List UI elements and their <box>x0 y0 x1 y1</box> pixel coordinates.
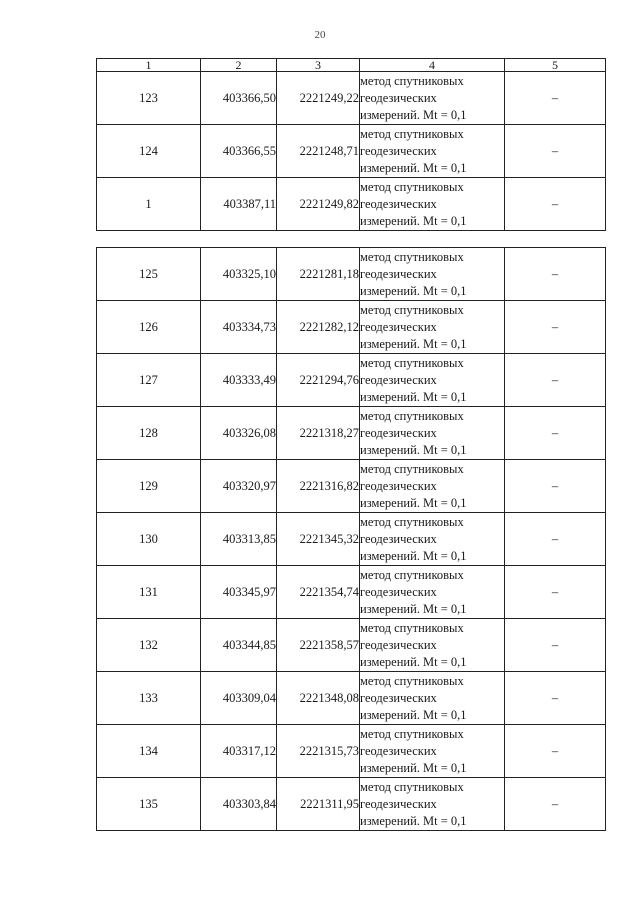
method-cell <box>360 672 505 725</box>
method-text-line: метод спутниковых <box>360 408 464 423</box>
method-cell <box>360 566 505 619</box>
method-cell <box>360 178 505 231</box>
coordinates-table <box>96 58 606 831</box>
method-text-line: геодезических <box>360 584 437 599</box>
column5-cell: – <box>505 725 606 778</box>
method-cell <box>360 354 505 407</box>
table-row <box>97 725 606 778</box>
y-coordinate-cell: 2221345,32 <box>277 513 360 566</box>
column5-cell: – <box>505 72 606 125</box>
method-text-line: измерений. Mt = 0,1 <box>360 107 467 122</box>
method-text-line: геодезических <box>360 372 437 387</box>
method-text-line: метод спутниковых <box>360 73 464 88</box>
method-text-line: измерений. Mt = 0,1 <box>360 160 467 175</box>
column5-cell: – <box>505 566 606 619</box>
method-text-line: метод спутниковых <box>360 514 464 529</box>
x-coordinate-cell: 403345,97 <box>201 566 277 619</box>
x-coordinate-cell: 403317,12 <box>201 725 277 778</box>
point-number-cell: 1 <box>97 178 201 231</box>
column-header: 1 <box>97 59 201 72</box>
table-row <box>97 778 606 831</box>
x-coordinate-cell: 403325,10 <box>201 248 277 301</box>
table-row <box>97 72 606 125</box>
method-text-line: геодезических <box>360 478 437 493</box>
method-text-line: геодезических <box>360 143 437 158</box>
point-number-cell: 123 <box>97 72 201 125</box>
section-gap-row <box>97 231 606 248</box>
method-text-line: геодезических <box>360 690 437 705</box>
method-cell <box>360 619 505 672</box>
column-header: 2 <box>201 59 277 72</box>
method-text-line: измерений. Mt = 0,1 <box>360 336 467 351</box>
x-coordinate-cell: 403334,73 <box>201 301 277 354</box>
method-cell <box>360 301 505 354</box>
method-text-line: метод спутниковых <box>360 302 464 317</box>
method-text-line: метод спутниковых <box>360 620 464 635</box>
table-row <box>97 672 606 725</box>
y-coordinate-cell: 2221348,08 <box>277 672 360 725</box>
method-cell <box>360 460 505 513</box>
method-cell <box>360 72 505 125</box>
point-number-cell: 126 <box>97 301 201 354</box>
method-text-line: метод спутниковых <box>360 461 464 476</box>
column5-cell: – <box>505 460 606 513</box>
x-coordinate-cell: 403326,08 <box>201 407 277 460</box>
y-coordinate-cell: 2221282,12 <box>277 301 360 354</box>
point-number-cell: 134 <box>97 725 201 778</box>
method-text-line: геодезических <box>360 743 437 758</box>
x-coordinate-cell: 403366,50 <box>201 72 277 125</box>
method-text-line: измерений. Mt = 0,1 <box>360 213 467 228</box>
method-cell <box>360 407 505 460</box>
column-header: 3 <box>277 59 360 72</box>
y-coordinate-cell: 2221294,76 <box>277 354 360 407</box>
column5-cell: – <box>505 248 606 301</box>
column5-cell: – <box>505 301 606 354</box>
table-row <box>97 460 606 513</box>
table-row <box>97 301 606 354</box>
x-coordinate-cell: 403387,11 <box>201 178 277 231</box>
method-cell <box>360 778 505 831</box>
method-text-line: измерений. Mt = 0,1 <box>360 442 467 457</box>
method-text-line: геодезических <box>360 319 437 334</box>
y-coordinate-cell: 2221248,71 <box>277 125 360 178</box>
method-cell <box>360 125 505 178</box>
table-row <box>97 566 606 619</box>
method-text-line: измерений. Mt = 0,1 <box>360 389 467 404</box>
y-coordinate-cell: 2221249,82 <box>277 178 360 231</box>
method-text-line: геодезических <box>360 425 437 440</box>
y-coordinate-cell: 2221318,27 <box>277 407 360 460</box>
point-number-cell: 129 <box>97 460 201 513</box>
method-text-line: геодезических <box>360 196 437 211</box>
method-text-line: геодезических <box>360 637 437 652</box>
point-number-cell: 133 <box>97 672 201 725</box>
y-coordinate-cell: 2221249,22 <box>277 72 360 125</box>
table-row <box>97 354 606 407</box>
x-coordinate-cell: 403333,49 <box>201 354 277 407</box>
point-number-cell: 135 <box>97 778 201 831</box>
column5-cell: – <box>505 125 606 178</box>
point-number-cell: 131 <box>97 566 201 619</box>
x-coordinate-cell: 403366,55 <box>201 125 277 178</box>
method-text-line: метод спутниковых <box>360 779 464 794</box>
y-coordinate-cell: 2221311,95 <box>277 778 360 831</box>
method-text-line: измерений. Mt = 0,1 <box>360 654 467 669</box>
column5-cell: – <box>505 407 606 460</box>
method-cell <box>360 513 505 566</box>
method-text-line: метод спутниковых <box>360 126 464 141</box>
method-text-line: измерений. Mt = 0,1 <box>360 548 467 563</box>
x-coordinate-cell: 403309,04 <box>201 672 277 725</box>
method-text-line: метод спутниковых <box>360 673 464 688</box>
method-text-line: метод спутниковых <box>360 355 464 370</box>
column5-cell: – <box>505 178 606 231</box>
point-number-cell: 130 <box>97 513 201 566</box>
x-coordinate-cell: 403344,85 <box>201 619 277 672</box>
y-coordinate-cell: 2221358,57 <box>277 619 360 672</box>
column5-cell: – <box>505 513 606 566</box>
point-number-cell: 132 <box>97 619 201 672</box>
column-header: 4 <box>360 59 505 72</box>
x-coordinate-cell: 403303,84 <box>201 778 277 831</box>
y-coordinate-cell: 2221281,18 <box>277 248 360 301</box>
table-row <box>97 407 606 460</box>
point-number-cell: 127 <box>97 354 201 407</box>
method-text-line: метод спутниковых <box>360 249 464 264</box>
page-number: 20 <box>314 29 326 41</box>
method-text-line: измерений. Mt = 0,1 <box>360 601 467 616</box>
method-text-line: метод спутниковых <box>360 179 464 194</box>
table-row <box>97 125 606 178</box>
x-coordinate-cell: 403320,97 <box>201 460 277 513</box>
table-row <box>97 248 606 301</box>
method-text-line: геодезических <box>360 90 437 105</box>
method-text-line: геодезических <box>360 531 437 546</box>
method-text-line: измерений. Mt = 0,1 <box>360 707 467 722</box>
method-text-line: измерений. Mt = 0,1 <box>360 760 467 775</box>
point-number-cell: 125 <box>97 248 201 301</box>
y-coordinate-cell: 2221354,74 <box>277 566 360 619</box>
column5-cell: – <box>505 672 606 725</box>
method-text-line: измерений. Mt = 0,1 <box>360 283 467 298</box>
header-row <box>97 59 606 72</box>
section-gap-cell <box>97 231 606 248</box>
table-row <box>97 513 606 566</box>
column5-cell: – <box>505 778 606 831</box>
method-text-line: метод спутниковых <box>360 567 464 582</box>
column5-cell: – <box>505 354 606 407</box>
column5-cell: – <box>505 619 606 672</box>
method-text-line: геодезических <box>360 266 437 281</box>
y-coordinate-cell: 2221316,82 <box>277 460 360 513</box>
method-text-line: геодезических <box>360 796 437 811</box>
method-text-line: метод спутниковых <box>360 726 464 741</box>
point-number-cell: 124 <box>97 125 201 178</box>
point-number-cell: 128 <box>97 407 201 460</box>
method-text-line: измерений. Mt = 0,1 <box>360 495 467 510</box>
method-cell <box>360 248 505 301</box>
table-row <box>97 178 606 231</box>
x-coordinate-cell: 403313,85 <box>201 513 277 566</box>
column-header: 5 <box>505 59 606 72</box>
method-text-line: измерений. Mt = 0,1 <box>360 813 467 828</box>
table-row <box>97 619 606 672</box>
y-coordinate-cell: 2221315,73 <box>277 725 360 778</box>
method-cell <box>360 725 505 778</box>
